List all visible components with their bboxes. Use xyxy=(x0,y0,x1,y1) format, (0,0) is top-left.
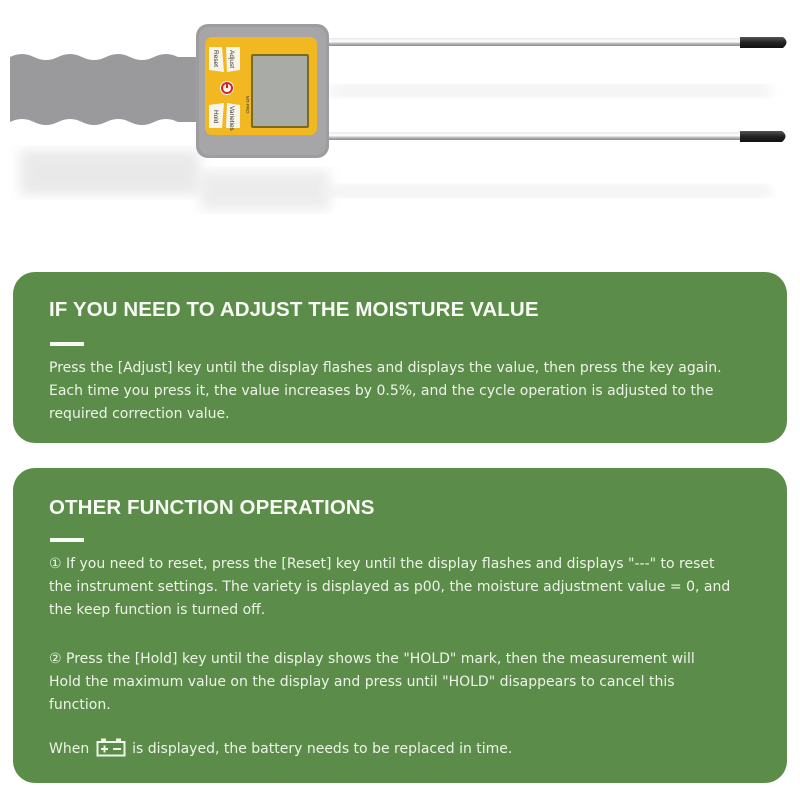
text-line: required correction value. xyxy=(49,406,230,422)
product-image xyxy=(0,0,800,250)
other-functions-title: OTHER FUNCTION OPERATIONS xyxy=(49,496,375,519)
battery-note xyxy=(49,737,767,765)
text-line: function. xyxy=(49,697,111,713)
adjust-moisture-card xyxy=(13,272,787,443)
moisture-meter-illustration xyxy=(0,0,800,250)
svg-text:Varieties: Varieties xyxy=(228,106,235,131)
text-line: Press the [Adjust] key until the display flashes and displays the value, then press the key again. xyxy=(49,360,722,376)
adjust-moisture-title: IF YOU NEED TO ADJUST THE MOISTURE VALUE xyxy=(49,298,539,321)
reset-instructions xyxy=(49,553,767,622)
svg-text:MT-PRO: MT-PRO xyxy=(245,96,250,114)
other-functions-card xyxy=(13,468,787,783)
battery-icon xyxy=(96,737,126,765)
svg-text:Adjust: Adjust xyxy=(228,50,235,69)
text-fragment: is displayed, the battery needs to be replaced in time. xyxy=(132,741,513,757)
svg-text:Hold: Hold xyxy=(212,110,219,124)
hold-instructions xyxy=(49,648,767,717)
title-underline xyxy=(50,538,84,542)
text-line: Each time you press it, the value increases by 0.5%, and the cycle operation is adjusted to the xyxy=(49,383,714,399)
text-fragment: When xyxy=(49,741,90,757)
svg-text:Reset: Reset xyxy=(212,50,219,67)
text-line: ① If you need to reset, press the [Reset] key until the display flashes and displays "---" to reset xyxy=(49,556,715,572)
title-underline xyxy=(50,342,84,346)
text-line: ② Press the [Hold] key until the display shows the "HOLD" mark, then the measurement will xyxy=(49,651,695,667)
text-line: Hold the maximum value on the display and press until "HOLD" disappears to cancel this xyxy=(49,674,675,690)
text-line: the instrument settings. The variety is displayed as p00, the moisture adjustment value = 0, and xyxy=(49,579,731,595)
adjust-moisture-text xyxy=(49,357,767,426)
text-line: the keep function is turned off. xyxy=(49,602,266,618)
